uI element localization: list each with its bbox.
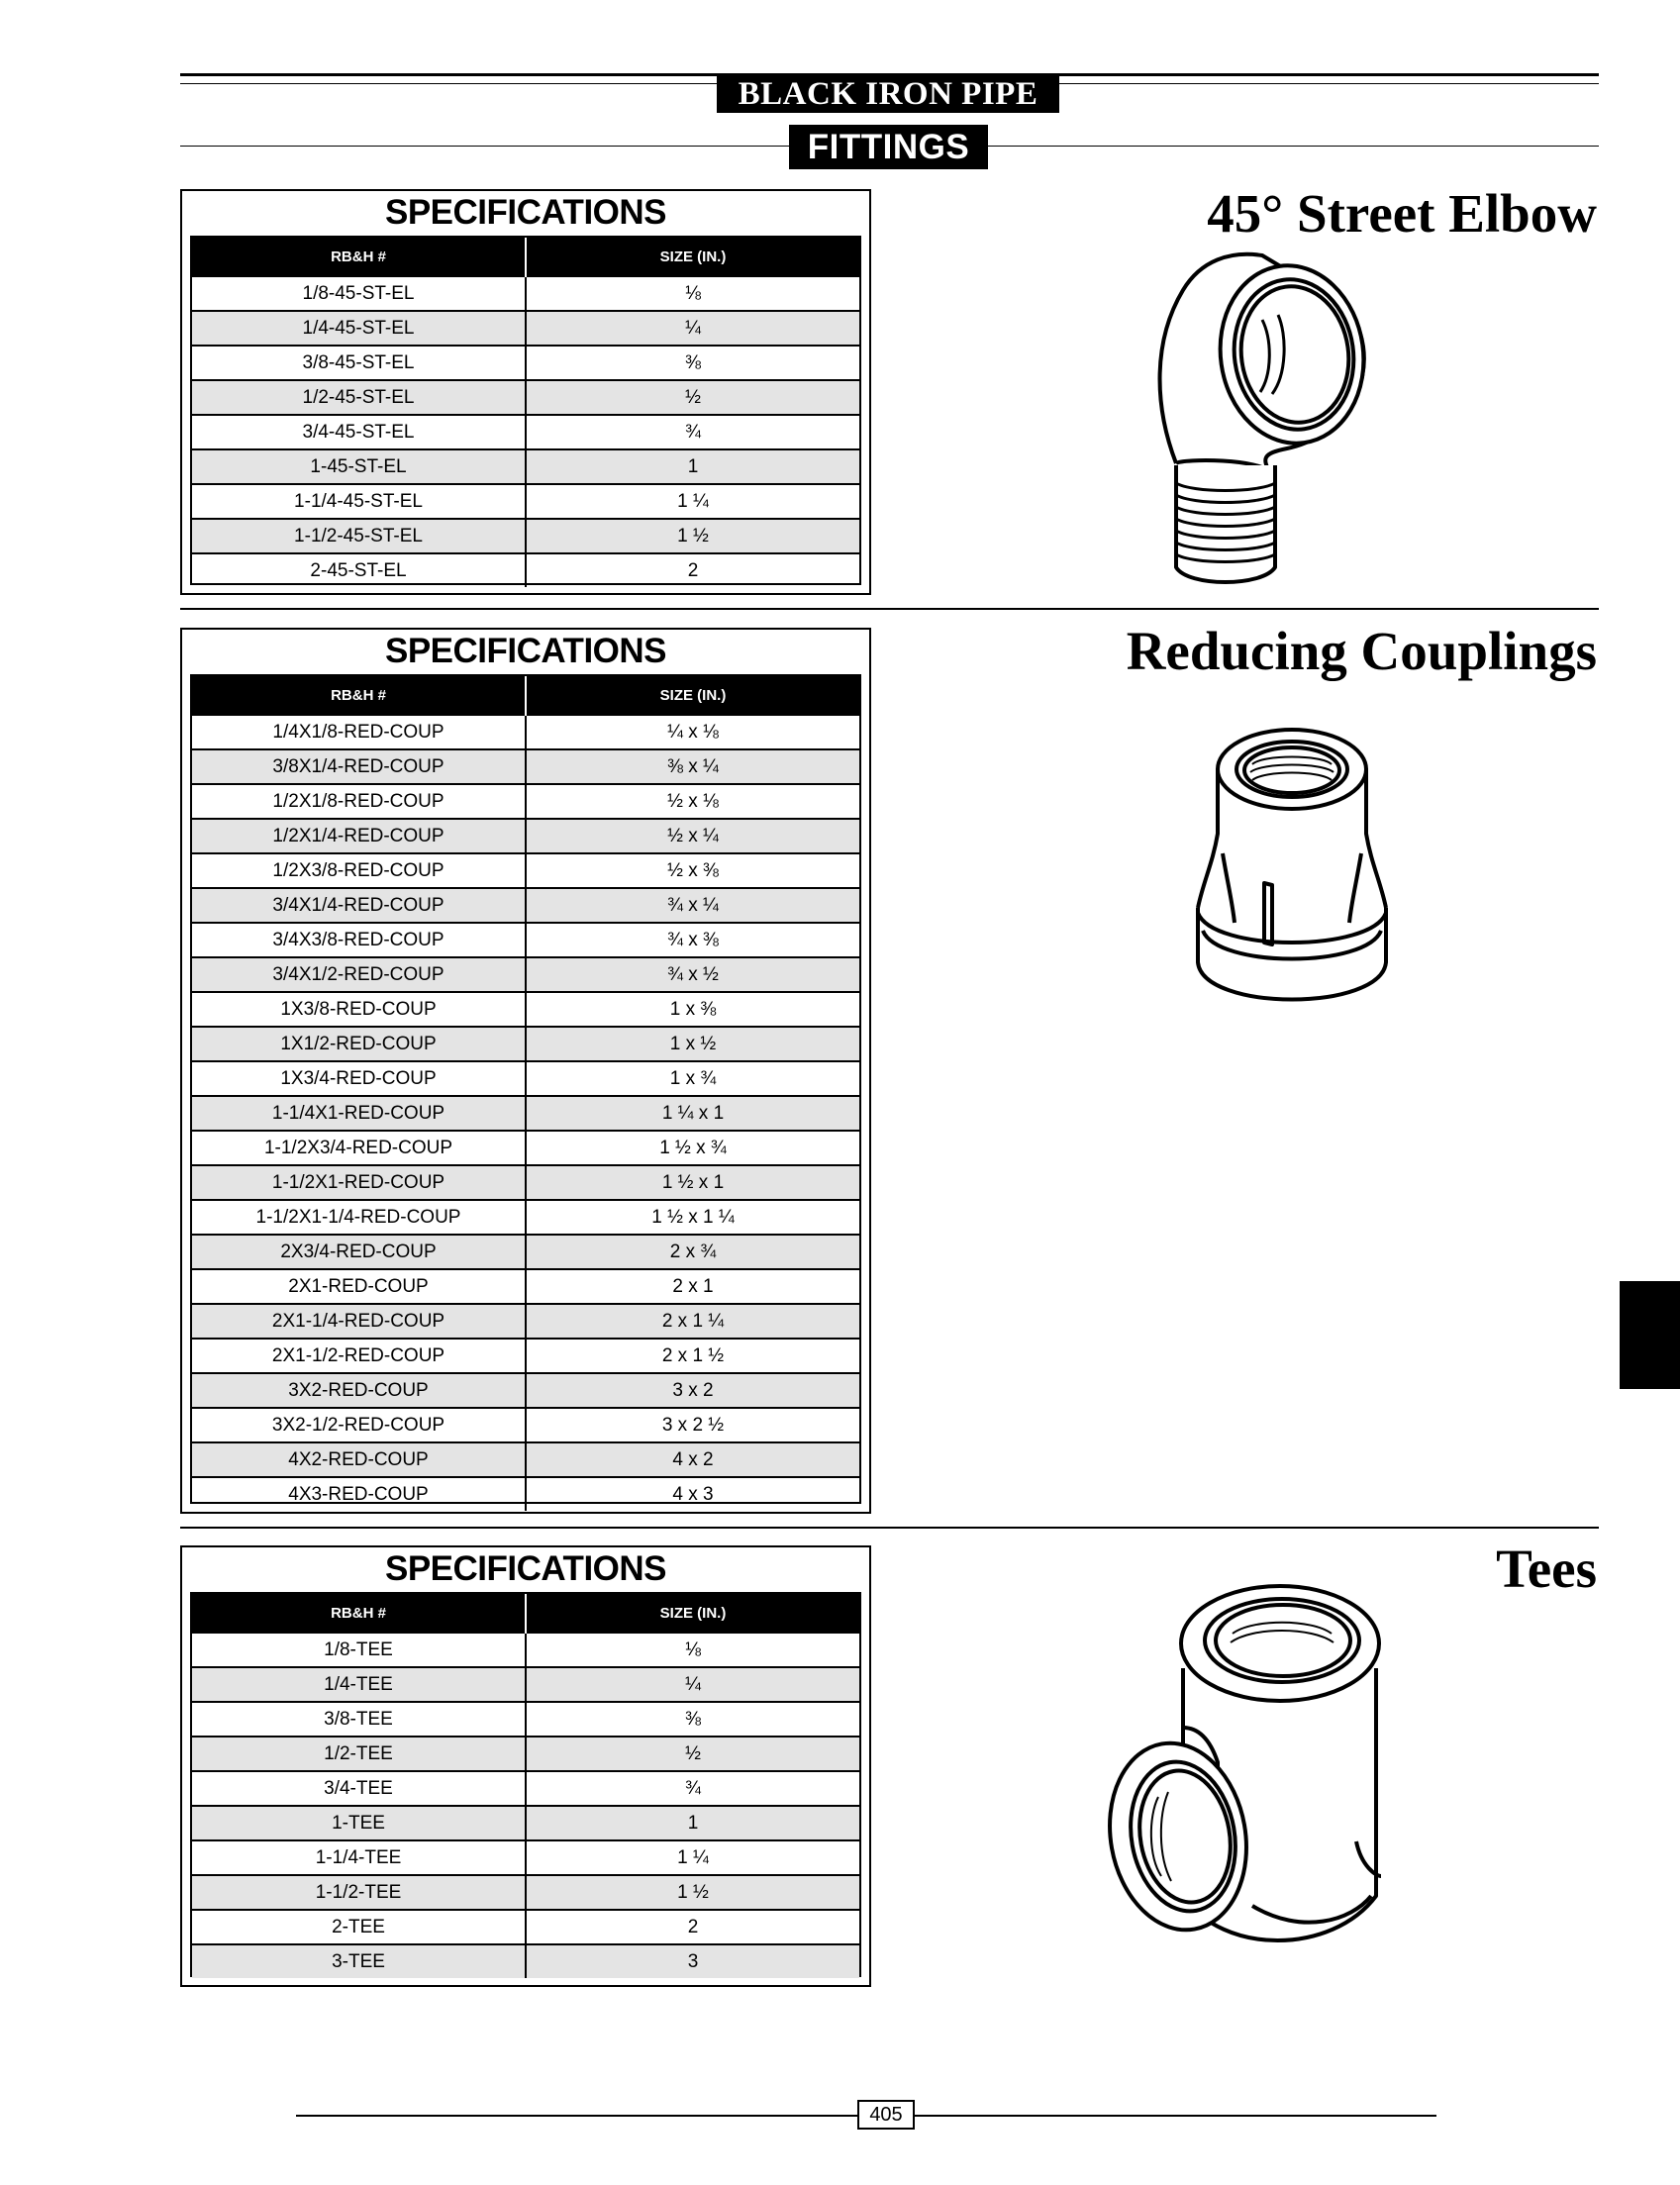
table-row (192, 1339, 859, 1373)
size-cell: ⅛ (526, 1633, 859, 1667)
size-cell: 1 ½ x 1 (526, 1165, 859, 1200)
spec-box (180, 1545, 871, 1987)
table-row (192, 553, 859, 587)
part-number-cell: 1/2X1/8-RED-COUP (192, 784, 526, 819)
table-row (192, 1408, 859, 1442)
table-row (192, 311, 859, 346)
part-number-cell: 3/4X1/4-RED-COUP (192, 888, 526, 923)
part-number-cell: 3X2-1/2-RED-COUP (192, 1408, 526, 1442)
size-cell: ¼ (526, 1667, 859, 1702)
table-row (192, 449, 859, 484)
page-number: 405 (857, 2100, 915, 2130)
part-number-cell: 2-45-ST-EL (192, 553, 526, 587)
size-cell: 1 x ½ (526, 1027, 859, 1061)
spec-title: SPECIFICATIONS (384, 193, 667, 232)
column-header: SIZE (IN.) (526, 676, 859, 715)
size-cell: 1 ½ x 1 ¼ (526, 1200, 859, 1235)
size-cell: 1 (526, 1806, 859, 1840)
table-row (192, 1027, 859, 1061)
part-number-cell: 3/8-45-ST-EL (192, 346, 526, 380)
table-row (192, 1165, 859, 1200)
size-cell: ½ x ⅜ (526, 853, 859, 888)
size-cell: 1 ½ (526, 519, 859, 553)
table-row (192, 888, 859, 923)
part-number-cell: 3-TEE (192, 1944, 526, 1978)
part-number-cell: 2X3/4-RED-COUP (192, 1235, 526, 1269)
table-row (192, 749, 859, 784)
spec-table (192, 676, 859, 1511)
table-row (192, 1477, 859, 1511)
column-header: RB&H # (192, 676, 526, 715)
table-row (192, 1061, 859, 1096)
product-title: Reducing Couplings (1126, 621, 1597, 681)
size-cell: 2 x 1 ¼ (526, 1304, 859, 1339)
spec-table (192, 1594, 859, 1978)
part-number-cell: 2X1-1/4-RED-COUP (192, 1304, 526, 1339)
spec-title: SPECIFICATIONS (384, 1549, 667, 1588)
size-cell: 2 (526, 553, 859, 587)
size-cell: ⅛ (526, 276, 859, 311)
size-cell: 1 (526, 449, 859, 484)
part-number-cell: 1-45-ST-EL (192, 449, 526, 484)
header-title: BLACK IRON PIPE (717, 75, 1059, 113)
spec-table-frame (190, 236, 861, 585)
size-cell: ⅜ (526, 346, 859, 380)
size-cell: ½ (526, 380, 859, 415)
size-cell: ⅜ x ¼ (526, 749, 859, 784)
part-number-cell: 2X1-1/2-RED-COUP (192, 1339, 526, 1373)
table-row (192, 1304, 859, 1339)
part-number-cell: 1-1/2X3/4-RED-COUP (192, 1131, 526, 1165)
part-number-cell: 1/8-45-ST-EL (192, 276, 526, 311)
part-number-cell: 1-1/2X1-1/4-RED-COUP (192, 1200, 526, 1235)
section-tab (1620, 1281, 1680, 1389)
table-row (192, 819, 859, 853)
table-row (192, 1875, 859, 1910)
size-cell: ¼ (526, 311, 859, 346)
table-row (192, 346, 859, 380)
column-header: RB&H # (192, 1594, 526, 1633)
size-cell: 2 x ¾ (526, 1235, 859, 1269)
table-row (192, 1200, 859, 1235)
spec-box (180, 628, 871, 1514)
table-row (192, 1667, 859, 1702)
part-number-cell: 1/8-TEE (192, 1633, 526, 1667)
part-number-cell: 1/2-45-ST-EL (192, 380, 526, 415)
size-cell: ½ x ⅛ (526, 784, 859, 819)
spec-table (192, 238, 859, 587)
product-title: Tees (1496, 1539, 1597, 1599)
column-header: SIZE (IN.) (526, 1594, 859, 1633)
table-row (192, 1840, 859, 1875)
part-number-cell: 4X2-RED-COUP (192, 1442, 526, 1477)
table-row (192, 1235, 859, 1269)
size-cell: ¾ (526, 1771, 859, 1806)
part-number-cell: 1/4-TEE (192, 1667, 526, 1702)
size-cell: 2 x 1 ½ (526, 1339, 859, 1373)
column-header: RB&H # (192, 238, 526, 276)
size-cell: 2 x 1 (526, 1269, 859, 1304)
size-cell: ¾ x ½ (526, 957, 859, 992)
part-number-cell: 1-1/4X1-RED-COUP (192, 1096, 526, 1131)
size-cell: 1 x ⅜ (526, 992, 859, 1027)
spec-table-frame (190, 674, 861, 1504)
table-row (192, 1944, 859, 1978)
table-row (192, 1702, 859, 1737)
table-row (192, 380, 859, 415)
table-row (192, 1771, 859, 1806)
table-row (192, 484, 859, 519)
part-number-cell: 3/4-45-ST-EL (192, 415, 526, 449)
table-row (192, 1806, 859, 1840)
part-number-cell: 1-1/4-TEE (192, 1840, 526, 1875)
part-number-cell: 1X3/8-RED-COUP (192, 992, 526, 1027)
column-header: SIZE (IN.) (526, 238, 859, 276)
size-cell: ½ (526, 1737, 859, 1771)
part-number-cell: 4X3-RED-COUP (192, 1477, 526, 1511)
reducing-coupling-illustration (1173, 715, 1411, 1012)
size-cell: 4 x 2 (526, 1442, 859, 1477)
table-row (192, 992, 859, 1027)
part-number-cell: 1-1/4-45-ST-EL (192, 484, 526, 519)
table-row (192, 276, 859, 311)
street-elbow-illustration (1114, 246, 1401, 597)
table-row (192, 1096, 859, 1131)
size-cell: 1 ¼ (526, 484, 859, 519)
size-cell: ¾ x ⅜ (526, 923, 859, 957)
spec-title: SPECIFICATIONS (384, 632, 667, 670)
part-number-cell: 1/2X3/8-RED-COUP (192, 853, 526, 888)
spec-box (180, 189, 871, 595)
size-cell: 2 (526, 1910, 859, 1944)
size-cell: ¾ x ¼ (526, 888, 859, 923)
table-row (192, 519, 859, 553)
header-subtitle: FITTINGS (789, 125, 988, 169)
part-number-cell: 2X1-RED-COUP (192, 1269, 526, 1304)
part-number-cell: 3/8X1/4-RED-COUP (192, 749, 526, 784)
table-row (192, 1633, 859, 1667)
part-number-cell: 1/2X1/4-RED-COUP (192, 819, 526, 853)
table-row (192, 957, 859, 992)
size-cell: 1 x ¾ (526, 1061, 859, 1096)
part-number-cell: 1X3/4-RED-COUP (192, 1061, 526, 1096)
table-row (192, 715, 859, 749)
size-cell: 3 (526, 1944, 859, 1978)
part-number-cell: 1/4X1/8-RED-COUP (192, 715, 526, 749)
product-title: 45° Street Elbow (1207, 183, 1597, 244)
table-row (192, 1373, 859, 1408)
table-row (192, 1442, 859, 1477)
part-number-cell: 1/2-TEE (192, 1737, 526, 1771)
part-number-cell: 1-TEE (192, 1806, 526, 1840)
part-number-cell: 1-1/2-45-ST-EL (192, 519, 526, 553)
size-cell: ¼ x ⅛ (526, 715, 859, 749)
part-number-cell: 3/4X1/2-RED-COUP (192, 957, 526, 992)
table-row (192, 853, 859, 888)
table-row (192, 415, 859, 449)
size-cell: 1 ¼ x 1 (526, 1096, 859, 1131)
part-number-cell: 3/8-TEE (192, 1702, 526, 1737)
part-number-cell: 1X1/2-RED-COUP (192, 1027, 526, 1061)
size-cell: ½ x ¼ (526, 819, 859, 853)
part-number-cell: 3/4-TEE (192, 1771, 526, 1806)
table-row (192, 923, 859, 957)
size-cell: 3 x 2 (526, 1373, 859, 1408)
spec-table-frame (190, 1592, 861, 1977)
part-number-cell: 1-1/2X1-RED-COUP (192, 1165, 526, 1200)
part-number-cell: 3X2-RED-COUP (192, 1373, 526, 1408)
tee-illustration (1104, 1579, 1401, 1955)
part-number-cell: 1/4-45-ST-EL (192, 311, 526, 346)
table-row (192, 1269, 859, 1304)
part-number-cell: 1-1/2-TEE (192, 1875, 526, 1910)
part-number-cell: 2-TEE (192, 1910, 526, 1944)
size-cell: 1 ½ (526, 1875, 859, 1910)
size-cell: ⅜ (526, 1702, 859, 1737)
table-row (192, 1737, 859, 1771)
table-row (192, 784, 859, 819)
section-divider (180, 1527, 1599, 1529)
size-cell: 3 x 2 ½ (526, 1408, 859, 1442)
size-cell: 1 ½ x ¾ (526, 1131, 859, 1165)
table-row (192, 1131, 859, 1165)
size-cell: 4 x 3 (526, 1477, 859, 1511)
section-divider (180, 608, 1599, 610)
part-number-cell: 3/4X3/8-RED-COUP (192, 923, 526, 957)
table-row (192, 1910, 859, 1944)
size-cell: 1 ¼ (526, 1840, 859, 1875)
size-cell: ¾ (526, 415, 859, 449)
